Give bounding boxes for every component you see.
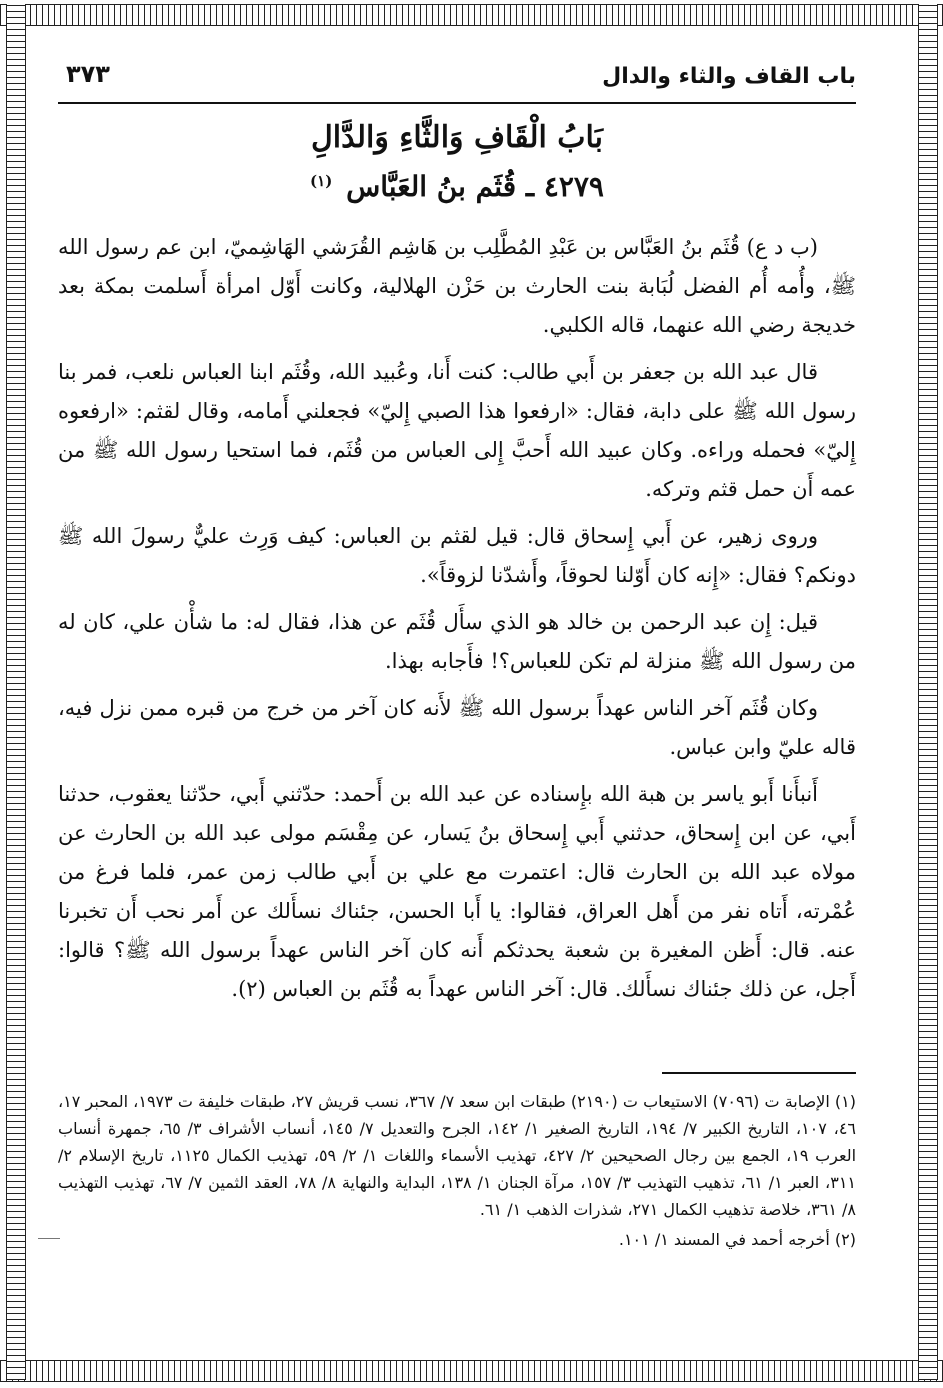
body-text (58, 228, 856, 1017)
paragraph: (ب د ع) قُثَم بنُ العَبَّاس بن عَبْدِ المُطَّلِب بن هَاشِم القُرَشي الهَاشِميّ، ابن عم رسول الله ﷺ، وأُمه أُم الفضل لُبَابة بنت الحارث بن حَزْن الهلالية، وكانت أَوّل امرأة أَسلمت بمكة بعد خديجة رضي الله عنهما، قاله الكلبي. (58, 235, 856, 337)
decorative-border-left (6, 4, 26, 1380)
entry-title (58, 170, 856, 203)
paragraph: قيل: إِن عبد الرحمن بن خالد هو الذي سأَل قُثَم عن هذا، فقال له: ما شأْن علي، كان له من رسول الله ﷺ منزلة لم تكن للعباس؟! فأَجابه بهذا. (58, 610, 856, 673)
chapter-title: بَابُ الْقَافِ وَالثَّاءِ وَالدَّالِ (310, 120, 604, 155)
paragraph: أَنبأَنا أَبو ياسر بن هبة الله بإِسناده عن عبد الله بن أَحمد: حدّثني أَبي، حدّثنا يعقوب، حدثنا أَبي، عن ابن إِسحاق، حدثني أَبي إِسحاق بنُ يَسار، عن مِقْسَم مولى عبد الله بن الحارث عن مولاه عبد الله بن الحارث قال: اعتمرت مع علي بن أَبي طالب زمن عمر، فلما فرغ من عُمْرته، أَتاه نفر من أَهل العراق، فقالوا: يا أَبا الحسن، جئناك نسأَلك عن أَمر نحب أَن تخبرنا عنه. قال: أَظن المغيرة بن شعبة يحدثكم أَنه كان آخر الناس عهداً برسول الله ﷺ؟ قالوا: أَجل، عن ذلك جئناك نسأَلك. قال: آخر الناس عهداً به قُثَم بن العباس (٢). (58, 782, 856, 1001)
page-number: ٣٧٣ (66, 60, 110, 88)
decorative-border-top (0, 4, 943, 26)
book-page (58, 48, 856, 1353)
paragraph: قال عبد الله بن جعفر بن أَبي طالب: كنت أَنا، وعُبيد الله، وقُثَم ابنا العباس نلعب، فمر بنا رسول الله ﷺ على دابة، فقال: «ارفعوا هذا الصبي إِليّ» فجعلني أَمامه، وقال لقثم: «ارفعوه إِليّ» فحمله وراءه. وكان عبيد الله أَحبَّ إِلى العباس من قُثَم، فما استحيا رسول الله ﷺ من عمه أَن حمل قثم وتركه. (58, 360, 856, 501)
footnote: (٢) أخرجه أحمد في المسند ١/ ١٠١. (618, 1230, 856, 1249)
footnotes (58, 1088, 856, 1256)
entry-title-text: ٤٢٧٩ ـ قُثَم بنُ العَبَّاس (346, 170, 604, 203)
paragraph: وروى زهير، عن أَبي إِسحاق قال: قيل لقثم بن العباس: كيف وَرِث عليٌّ رسولَ الله ﷺ دونكم؟ فقال: «إِنه كان أَوّلنا لحوقاً، وأَشدّنا لزوقاً». (58, 524, 856, 587)
margin-mark (38, 1238, 60, 1239)
footnote-marker: (١) (310, 171, 333, 190)
running-header (58, 58, 856, 104)
decorative-border-right (918, 4, 938, 1380)
running-title: باب القاف والثاء والدال (602, 64, 856, 89)
decorative-border-bottom (0, 1360, 943, 1382)
paragraph: وكان قُثَم آخر الناس عهداً برسول الله ﷺ لأَنه كان آخر من خرج من قبره ممن نزل فيه، قاله عليّ وابن عباس. (58, 696, 856, 759)
footnote: (١) الإصابة ت (٧٠٩٦) الاستيعاب ت (٢١٩٠) طبقات ابن سعد ٧/ ٣٦٧، نسب قريش ٢٧، طبقات خليفة ت ١٩٧٣، المحبر ١٧، ٤٦، ١٠٧، التاريخ الكبير ٧/ ١٩٤، التاريخ الصغير ١/ ١٤٢، الجرح والتعديل ٧/ ١٤٥، أنساب الأشراف ٣/ ٦٥، جمهرة أنساب العرب ١٩، الجمع بين رجال الصحيحين ٢/ ٤٢٧، تهذيب الأسماء واللغات ١/ ٢/ ٥٩، تهذيب الكمال ١١٢٥، تاريخ الإسلام ٢/ ٣١١، العبر ١/ ٦١، تذهيب التهذيب ٣/ ١٥٧، مرآة الجنان ١/ ١٣٨، البداية والنهاية ٨/ ٧٨، العقد الثمين ٧/ ٦٧، تهذيب التهذيب ٨/ ٣٦١، خلاصة تذهيب الكمال ٢٧١، شذرات الذهب ١/ ٦١. (58, 1092, 857, 1219)
footnote-divider (662, 1072, 856, 1074)
